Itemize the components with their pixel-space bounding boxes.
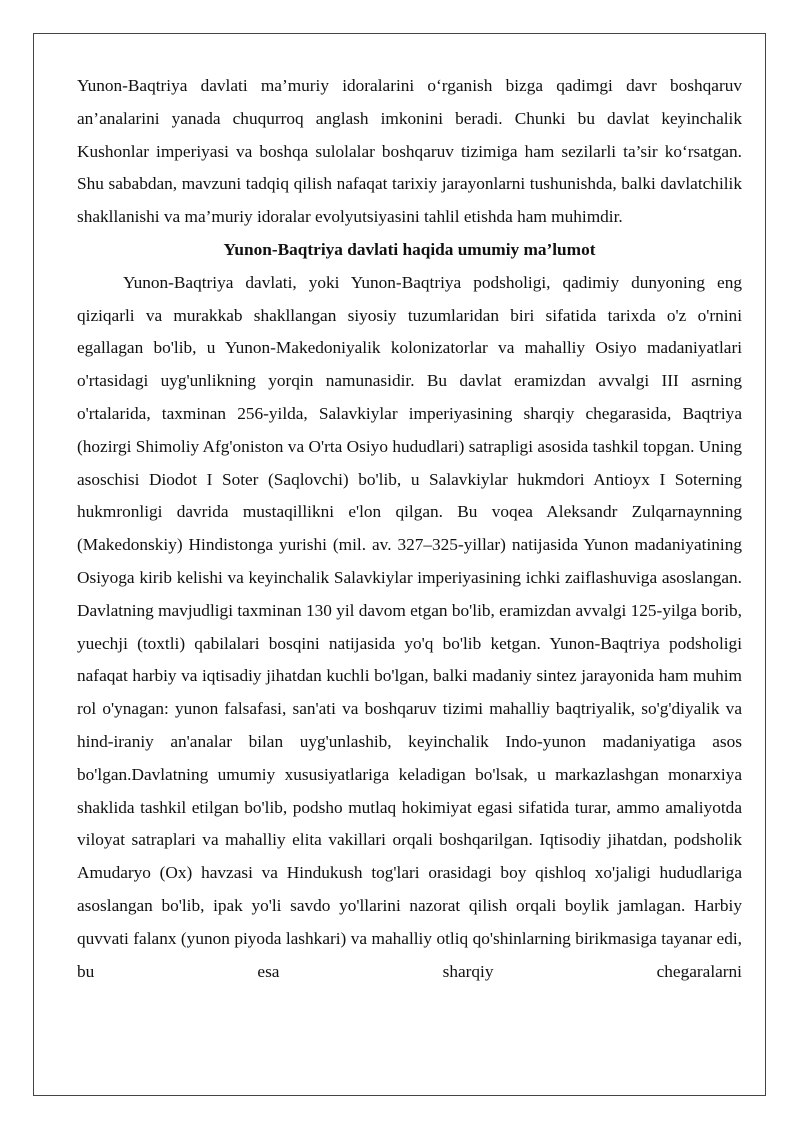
document-body bbox=[77, 70, 742, 988]
body-paragraph: Yunon-Baqtriya davlati, yoki Yunon-Baqtriya podsholigi, qadimiy dunyoning eng qiziqarli va murakkab shakllangan siyosiy tuzumlaridan biri sifatida tarixda o'z o'rnini egallagan bo'lib, u Yunon-Makedoniyalik kolonizatorlar va mahalliy Osiyo madaniyatlari o'rtasidagi uyg'unlikning yorqin namunasidir. Bu davlat eramizdan avvalgi III asrning o'rtalarida, taxminan 256-yilda, Salavkiylar imperiyasining sharqiy chegarasida, Baqtriya (hozirgi Shimoliy Afg'oniston va O'rta Osiyo hududlari) satrapligi asosida tashkil topgan. Uning asoschisi Diodot I Soter (Saqlovchi) bo'lib, u Salavkiylar hukmdori Antioyx I Soterning hukmronligi davrida mustaqillikni e'lon qilgan. Bu voqea Aleksandr Zulqarnaynning (Makedonskiy) Hindistonga yurishi (mil. av. 327–325-yillar) natijasida Yunon madaniyatining Osiyoga kirib kelishi va keyinchalik Salavkiylar imperiyasining ichki zaiflashuviga asoslangan. Davlatning mavjudligi taxminan 130 yil davom etgan bo'lib, eramizdan avvalgi 125-yilga borib, yuechji (toxtli) qabilalari bosqini natijasida yo'q bo'lib ketgan. Yunon-Baqtriya podsholigi nafaqat harbiy va iqtisadiy jihatdan kuchli bo'lgan, balki madaniy sintez jarayonida ham muhim rol o'ynagan: yunon falsafasi, san'ati va boshqaruv tizimi mahalliy baqtriyalik, so'g'diyalik va hind-iraniy an'analar bilan uyg'unlashib, keyinchalik Indo-yunon madaniyatiga asos bo'lgan.Davlatning umumiy xususiyatlariga keladigan bo'lsak, u markazlashgan monarxiya shaklida tashkil etilgan bo'lib, podsho mutlaq hokimiyat egasi sifatida turar, ammo amaliyotda viloyat satraplari va mahalliy elita vakillari orqali boshqarilgan. Iqtisodiy jihatdan, podsholik Amudaryo (Ox) havzasi va Hindukush tog'lari orasidagi boy qishloq xo'jaligi hududlariga asoslangan bo'lib, ipak yo'li savdo yo'llarini nazorat qilish orqali boylik jamlagan. Harbiy quvvati falanx (yunon piyoda lashkari) va mahalliy otliq qo'shinlarning birikmasiga tayanar edi, bu esa sharqiy chegaralarni bbox=[77, 272, 742, 981]
intro-paragraph: Yunon-Baqtriya davlati ma’muriy idoralarini o‘rganish bizga qadimgi davr boshqaruv an’analarini yanada chuqurroq anglash imkonini beradi. Chunki bu davlat keyinchalik Kushonlar imperiyasi va boshqa sulolalar boshqaruv tizimiga ham sezilarli ta’sir ko‘rsatgan. Shu sababdan, mavzuni tadqiq qilish nafaqat tarixiy jarayonlarni tushunishda, balki davlatchilik shakllanishi va ma’muriy idoralar evolyutsiyasini tahlil etishda ham muhimdir. bbox=[77, 76, 742, 227]
section-heading: Yunon-Baqtriya davlati haqida umumiy ma’lumot bbox=[223, 239, 596, 259]
